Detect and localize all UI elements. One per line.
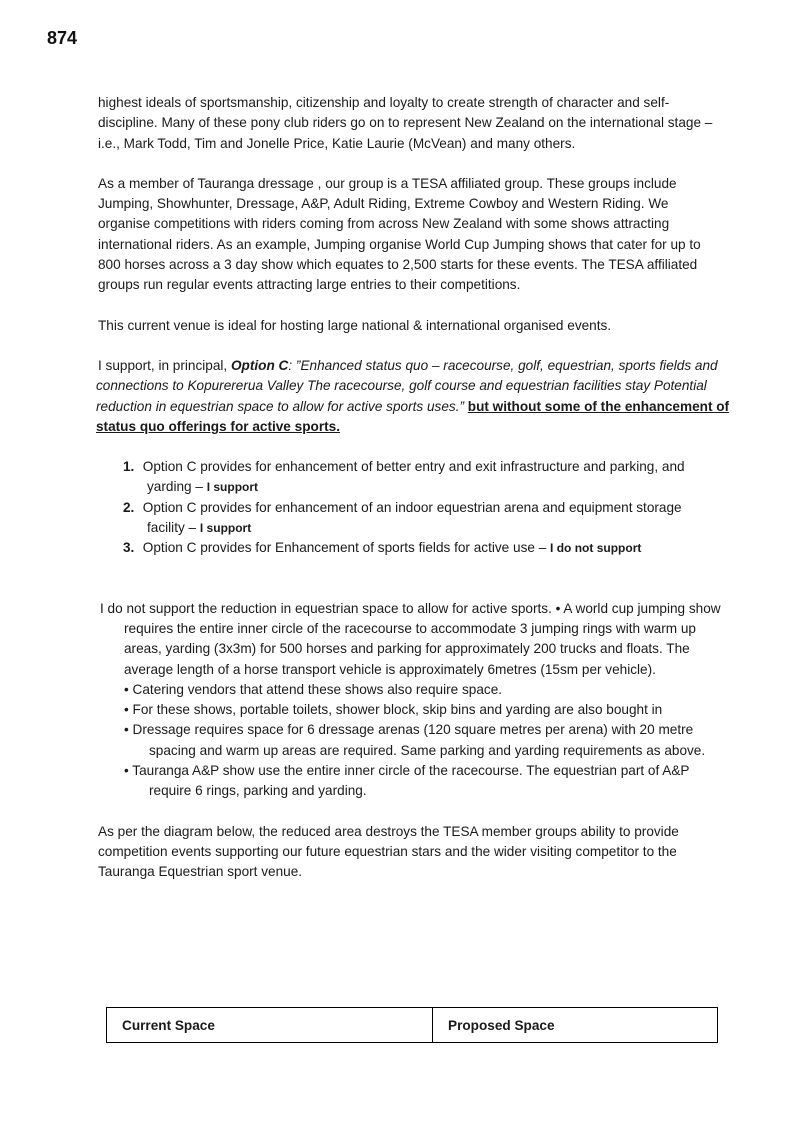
option-item: [123, 498, 713, 539]
paragraph-option-c-support: [96, 356, 743, 437]
option-number: 2.: [123, 499, 135, 515]
space-comparison-table: [106, 1007, 718, 1043]
proposed-space-header: Proposed Space: [433, 1008, 718, 1043]
option-verdict: I support: [199, 521, 252, 536]
paragraph-pony-club: highest ideals of sportsmanship, citizenship and loyalty to create strength of character and self-discipline. Many of these pony club riders go on to represent New Zealand on the international stage – i.e., Mark Todd, Tim and Jonelle Price, Katie Laurie (McVean) and many others.: [98, 95, 713, 151]
option-without-enhancement: without some of the enhancement of status quo offerings for active sports.: [96, 398, 730, 434]
option-support-prefix: I support, in principal,: [98, 357, 231, 373]
paragraph-venue: This current venue is ideal for hosting large national & international organised events.: [98, 317, 612, 333]
bullet-item: • Catering vendors that attend these shows also require space.: [124, 681, 503, 697]
option-verdict: I do not support: [550, 541, 642, 556]
page-number: 874: [47, 28, 78, 48]
option-c-label: Option C: [230, 357, 289, 373]
option-item: [123, 457, 713, 498]
not-support-section: [100, 599, 721, 802]
option-verdict: I support: [206, 480, 259, 495]
option-number: 3.: [123, 540, 135, 556]
paragraph-diagram-intro: As per the diagram below, the reduced area destroys the TESA member groups ability to provide competition events supporting our future equestrian stars and the wider visiting competitor to the Tauranga Equestrian sport venue.: [98, 823, 679, 880]
current-space-header: Current Space: [107, 1008, 433, 1043]
bullet-item: • Dressage requires space for 6 dressage arenas (120 square metres per arena) with 20 metre spacing and warm up areas are required. Same parking and yarding requirements as above.: [124, 722, 706, 758]
space-requirements-list: [100, 680, 721, 802]
not-support-lead: I do not support the reduction in equestrian space to allow for active sports. • A world cup jumping show requires the entire inner circle of the racecourse to accommodate 3 jumping rings with warm up areas, yarding (3x3m) for 500 horses and parking for approximately 200 trucks and floats. The average length of a horse transport vehicle is approximately 6metres (15sm per vehicle).: [100, 600, 721, 677]
option-item: [123, 538, 713, 558]
option-c-quote: : ”Enhanced status quo – racecourse, golf, equestrian, sports fields and connections to Kopurererua Valley The racecourse, golf course and equestrian facilities stay Potential reduction in equestrian space to allow for active sports uses.”: [96, 357, 718, 414]
option-text: Option C provides for enhancement of an indoor equestrian arena and equipment storage facility –: [142, 499, 682, 536]
bullet-item: • Tauranga A&P show use the entire inner circle of the racecourse. The equestrian part of A&P require 6 rings, parking and yarding.: [124, 763, 690, 799]
paragraph-tesa-groups: As a member of Tauranga dressage , our group is a TESA affiliated group. These groups include Jumping, Showhunter, Dressage, A&P, Adult Riding, Extreme Cowboy and Western Riding. We organise competitions with riders coming from across New Zealand with some shows attracting international riders. As an example, Jumping organise World Cup Jumping shows that cater for up to 800 horses across a 3 day show which equates to 2,500 starts for these events. The TESA affiliated groups run regular events attracting large entries to their competitions.: [98, 175, 701, 293]
option-but: but: [467, 398, 489, 414]
table-row: [107, 1008, 718, 1043]
option-text: Option C provides for Enhancement of sports fields for active use –: [142, 540, 551, 556]
option-text: Option C provides for enhancement of better entry and exit infrastructure and parking, and yarding –: [142, 459, 685, 495]
option-number: 1.: [123, 459, 135, 475]
options-list: [123, 457, 713, 558]
document-body: [96, 93, 730, 883]
bullet-item: • For these shows, portable toilets, shower block, skip bins and yarding are also bought in: [124, 702, 663, 718]
